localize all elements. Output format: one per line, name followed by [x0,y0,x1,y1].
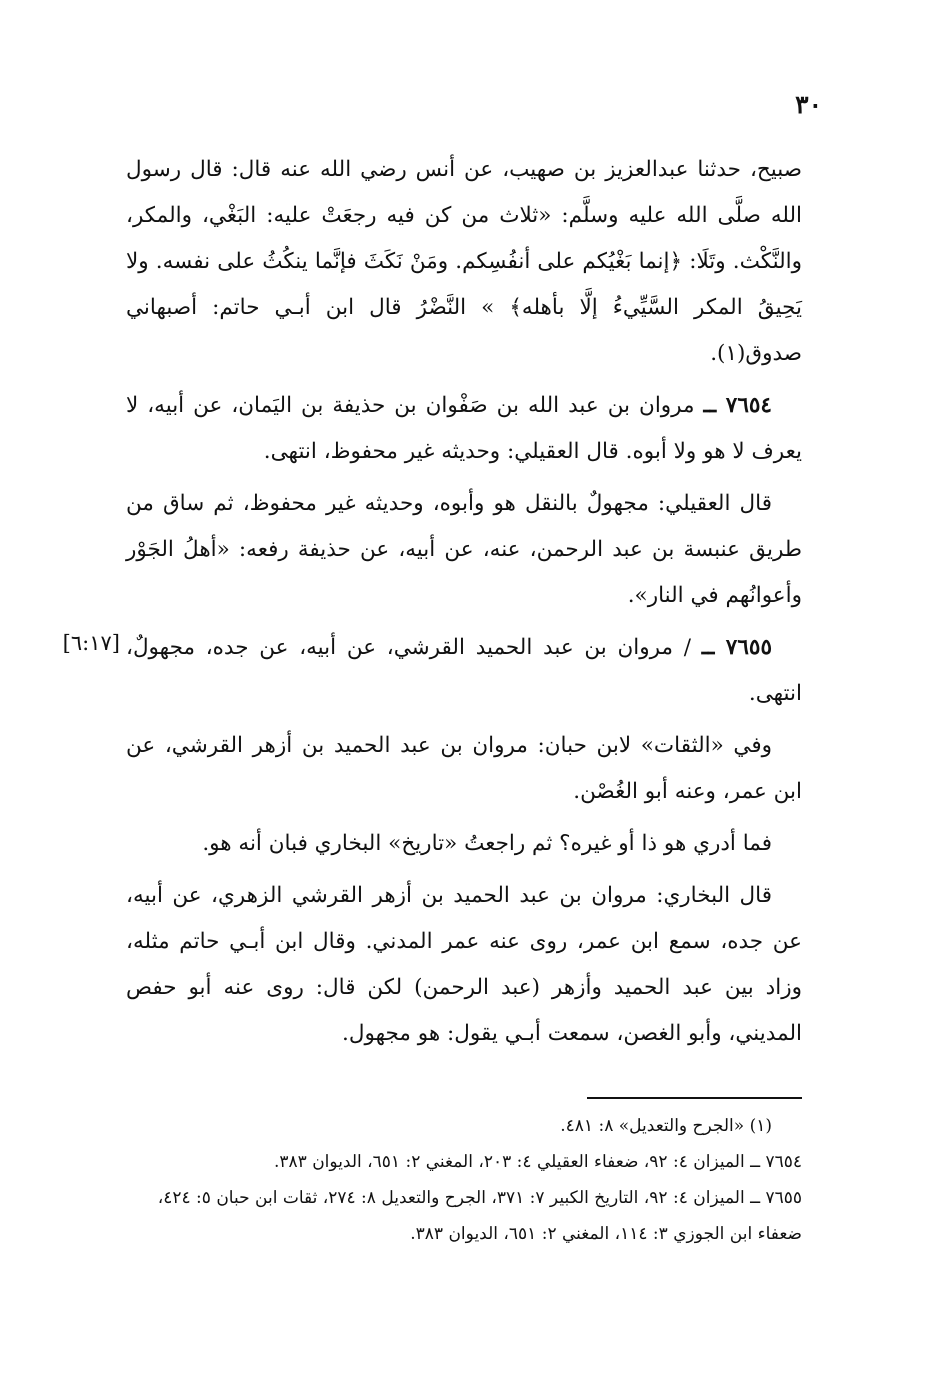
paragraph-thiqat: وفي «الثقات» لابن حبان: مروان بن عبد الحميد بن أزهر القرشي، عن ابن عمر، وعنه أبو الغُصْن. [126,733,802,804]
page-number: ٣٠ [795,90,822,119]
paragraph-bukhari: قال البخاري: مروان بن عبد الحميد بن أزهر القرشي الزهري، عن أبيه، عن جده، سمع ابن عمر، روى عنه عمر المدني. وقال ابن أبـي حاتم مثله، وزاد بين عبد الحميد وأزهر (عبد الرحمن) لكن قال: روى عنه أبو حفص المديني، وأبو الغصن، سمعت أبـي يقول: هو مجهول. [126,883,802,1046]
margin-reference: [٦:١٧] [62,631,120,655]
footnotes [126,1108,802,1252]
paragraph-continuation: صبيح، حدثنا عبدالعزيز بن صهيب، عن أنس رضي الله عنه قال: قال رسول الله صلَّى الله عليه وسلَّم: «ثلاث من كن فيه رجعَتْ عليه: البَغْي، والمكر، والنَّكْث. وتَلَا: ﴿إنما بَغْيُكم على أنفُسِكم. ومَنْ نَكَثَ فإنَّما ينكُثُ على نفسه. ولا يَحِيقُ المكر السَّيِّيءُ إلَّا بأهله﴾ » النَّضْرُ قال ابن أبـي حاتم: أصبهاني صدوق(١). [126,157,802,366]
entry-7655 [126,625,802,717]
footnote-1: (١) «الجرح والتعديل» ٨: ٤٨١. [560,1116,772,1136]
paragraph-question: فما أدري هو ذا أو غيره؟ ثم راجعتُ «تاريخ» البخاري فبان أنه هو. [202,831,772,856]
entry-7654 [126,383,802,475]
footnote-rule [587,1097,802,1099]
entry-number-7654: ٧٦٥٤ ــ [703,393,772,418]
footnote-7654: ٧٦٥٤ ــ الميزان ٤: ٩٢، ضعفاء العقيلي ٤: ٢٠٣، المغني ٢: ٦٥١، الديوان ٣٨٣. [273,1152,802,1172]
footnote-7655: ٧٦٥٥ ــ الميزان ٤: ٩٢، التاريخ الكبير ٧: ٣٧١، الجرح والتعديل ٨: ٢٧٤، ثقات ابن حبان ٥: ٤٢٤، ضعفاء ابن الجوزي ٣: ١١٤، المغني ٢: ٦٥١، الديوان ٣٨٣. [157,1188,802,1244]
entry-number-7655: ٧٦٥٥ ــ [701,635,772,660]
entry-7655-text: / مروان بن عبد الحميد القرشي، عن أبيه، عن جده، مجهولٌ، انتهى. [126,635,802,706]
entry-7654-text: مروان بن عبد الله بن صَفْوان بن حذيفة بن اليَمان، عن أبيه، لا يعرف لا هو ولا أبوه. قال العقيلي: وحديثه غير محفوظ، انتهى. [126,393,802,464]
main-text [126,147,802,1063]
paragraph-aqili: قال العقيلي: مجهولٌ بالنقل هو وأبوه، وحديثه غير محفوظ، ثم ساق من طريق عنبسة بن عبد الرحمن، عنه، عن أبيه، عن حذيفة رفعه: «أهلُ الجَوْر وأعوانُهم في النار». [126,491,802,608]
